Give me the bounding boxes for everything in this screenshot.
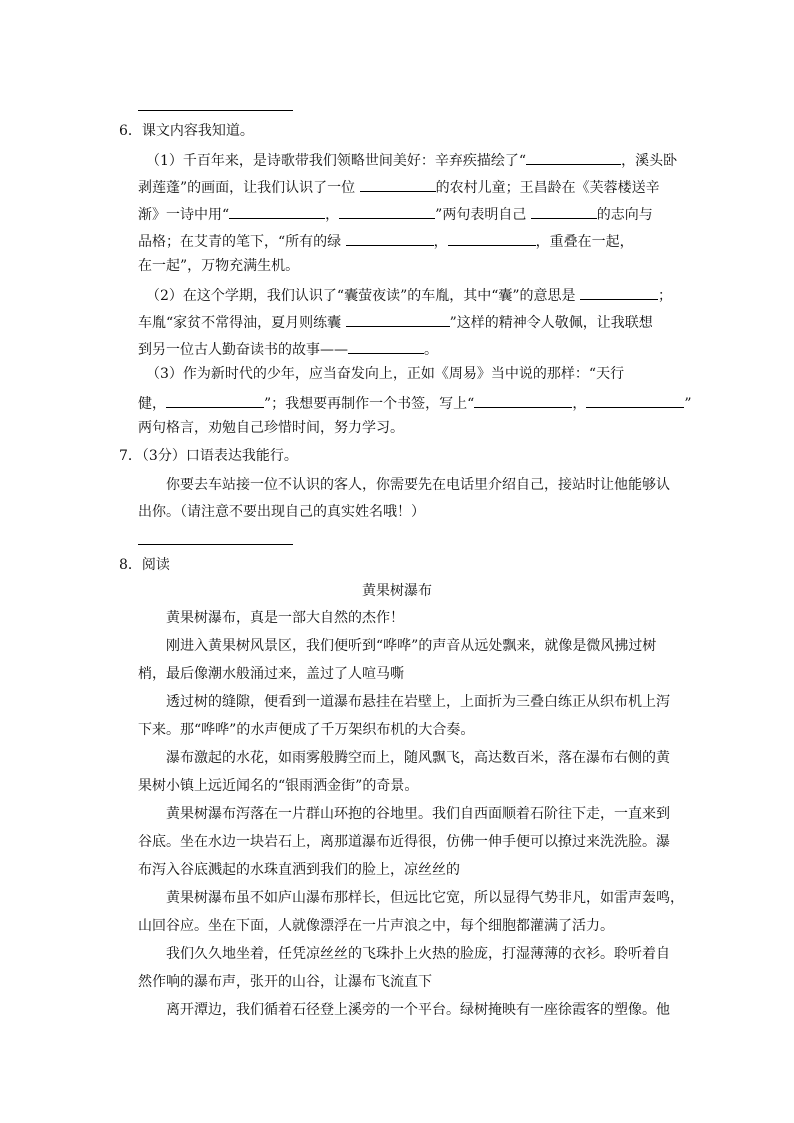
text: ， (325, 207, 340, 223)
text: 剥莲蓬”的画面，让我们认识了一位 (138, 180, 360, 196)
text: （1）千百年来，是诗歌带我们领略世间美好：辛弃疾描绘了“ (146, 153, 527, 169)
q6-part1-line4 (138, 229, 634, 252)
text: ”两句表明自己 (435, 207, 531, 223)
question-7-heading: 7．（3分）口语表达我能行。 (119, 448, 298, 464)
answer-blank[interactable] (580, 283, 658, 300)
answer-blank[interactable] (348, 337, 424, 354)
passage-line: 下来。那“哗哗”的水声便成了千万架织布机的大合奏。 (138, 722, 475, 738)
text: ，重叠在一起， (535, 234, 634, 250)
answer-blank[interactable] (166, 391, 264, 408)
text: ， (433, 234, 448, 250)
passage-line: 谷底。坐在水边一块岩石上，离那道瀑布近得很，仿佛一伸手便可以撩过来洗洗脸。瀑 (138, 834, 670, 850)
passage-line: 梢，最后像潮水般涌过来，盖过了人喧马嘶 (138, 666, 404, 682)
answer-blank[interactable] (346, 229, 434, 246)
q6-part1-line2 (138, 175, 660, 198)
q6-part3-line3: 两句格言，劝勉自己珍惜时间，努力学习。 (138, 420, 404, 436)
answer-blank[interactable] (448, 229, 536, 246)
answer-blank[interactable] (346, 310, 450, 327)
answer-blank[interactable] (339, 202, 435, 219)
text: ，溪头卧 (621, 153, 678, 169)
q6-part2-line1 (146, 283, 672, 306)
answer-line[interactable] (138, 544, 293, 545)
q6-part2-line2 (138, 310, 653, 333)
text: 品格；在艾青的笔下，“所有的绿 (138, 234, 346, 250)
q7-prompt-line2: 出你。（请注意不要出现自己的真实姓名哦！） (138, 504, 425, 520)
passage-title: 黄果树瀑布 (362, 583, 432, 599)
text: ， (572, 396, 587, 412)
text: ； (658, 288, 672, 304)
question-6-heading: 6．课文内容我知道。 (119, 123, 254, 139)
text: 健， (138, 396, 166, 412)
answer-blank[interactable] (531, 202, 597, 219)
passage-line: 透过树的缝隙，便看到一道瀑布悬挂在岩壁上，上面折为三叠白练正从织布机上泻 (166, 694, 670, 710)
answer-blank[interactable] (474, 391, 572, 408)
q6-part1-line5: 在一起”，万物充满生机。 (138, 258, 300, 274)
q6-part2-line3 (138, 337, 438, 360)
passage-line: 黄果树瀑布，真是一部大自然的杰作！ (166, 610, 404, 626)
answer-line (138, 110, 293, 111)
answer-blank[interactable] (586, 391, 684, 408)
text: 渐》一诗中用“ (138, 207, 230, 223)
passage-line: 离开潭边，我们循着石径登上溪旁的一个平台。绿树掩映有一座徐霞客的塑像。他 (166, 1002, 670, 1018)
text: 。 (424, 342, 438, 358)
text: 的农村儿童；王昌龄在《芙蓉楼送辛 (435, 180, 660, 196)
passage-line: 黄果树瀑布泻落在一片群山环抱的谷地里。我们自西面顺着石阶往下走，一直来到 (166, 806, 670, 822)
text: ”这样的精神令人敬佩，让我联想 (449, 315, 653, 331)
q7-prompt-line1: 你要去车站接一位不认识的客人，你需要先在电话里介绍自己，接站时让他能够认 (166, 477, 670, 493)
passage-line: 黄果树瀑布虽不如庐山瀑布那样长，但远比它宽，所以显得气势非凡，如雷声轰鸣， (166, 890, 684, 906)
text: （2）在这个学期，我们认识了“囊萤夜读”的车胤，其中“囊”的意思是 (146, 288, 580, 304)
text: ”；我想要再制作一个书签，写上“ (264, 396, 475, 412)
answer-blank[interactable] (229, 202, 325, 219)
text: ” (684, 396, 692, 412)
answer-blank[interactable] (526, 148, 621, 165)
q6-part1-line3 (138, 202, 653, 225)
text: 的志向与 (596, 207, 653, 223)
answer-blank[interactable] (360, 175, 436, 192)
text: 车胤“家贫不常得油，夏月则练囊 (138, 315, 346, 331)
passage-line: 刚进入黄果树风景区，我们便听到“哗哗”的声音从远处飘来，就像是微风拂过树 (166, 638, 657, 654)
text: 到另一位古人勤奋读书的故事—— (138, 342, 348, 358)
passage-line: 布泻入谷底溅起的水珠直洒到我们的脸上，凉丝丝的 (138, 862, 460, 878)
question-8-heading: 8．阅读 (119, 557, 170, 573)
passage-line: 果树小镇上远近闻名的“银雨洒金街”的奇景。 (138, 778, 419, 794)
passage-line: 瀑布激起的水花，如雨雾般腾空而上，随风飘飞，高达数百米，落在瀑布右侧的黄 (166, 750, 670, 766)
q6-part3-line1: （3）作为新时代的少年，应当奋发向上，正如《周易》当中说的那样：“天行 (146, 366, 625, 382)
passage-line: 然作响的瀑布声，张开的山谷，让瀑布飞流直下 (138, 974, 432, 990)
passage-line: 山回谷应。坐在下面，人就像漂浮在一片声浪之中，每个细胞都灌满了活力。 (138, 918, 614, 934)
passage-line: 我们久久地坐着，任凭凉丝丝的飞珠扑上火热的脸庞，打湿薄薄的衣衫。聆听着自 (166, 946, 670, 962)
q6-part3-line2 (138, 391, 692, 414)
q6-part1-line1 (146, 148, 677, 171)
